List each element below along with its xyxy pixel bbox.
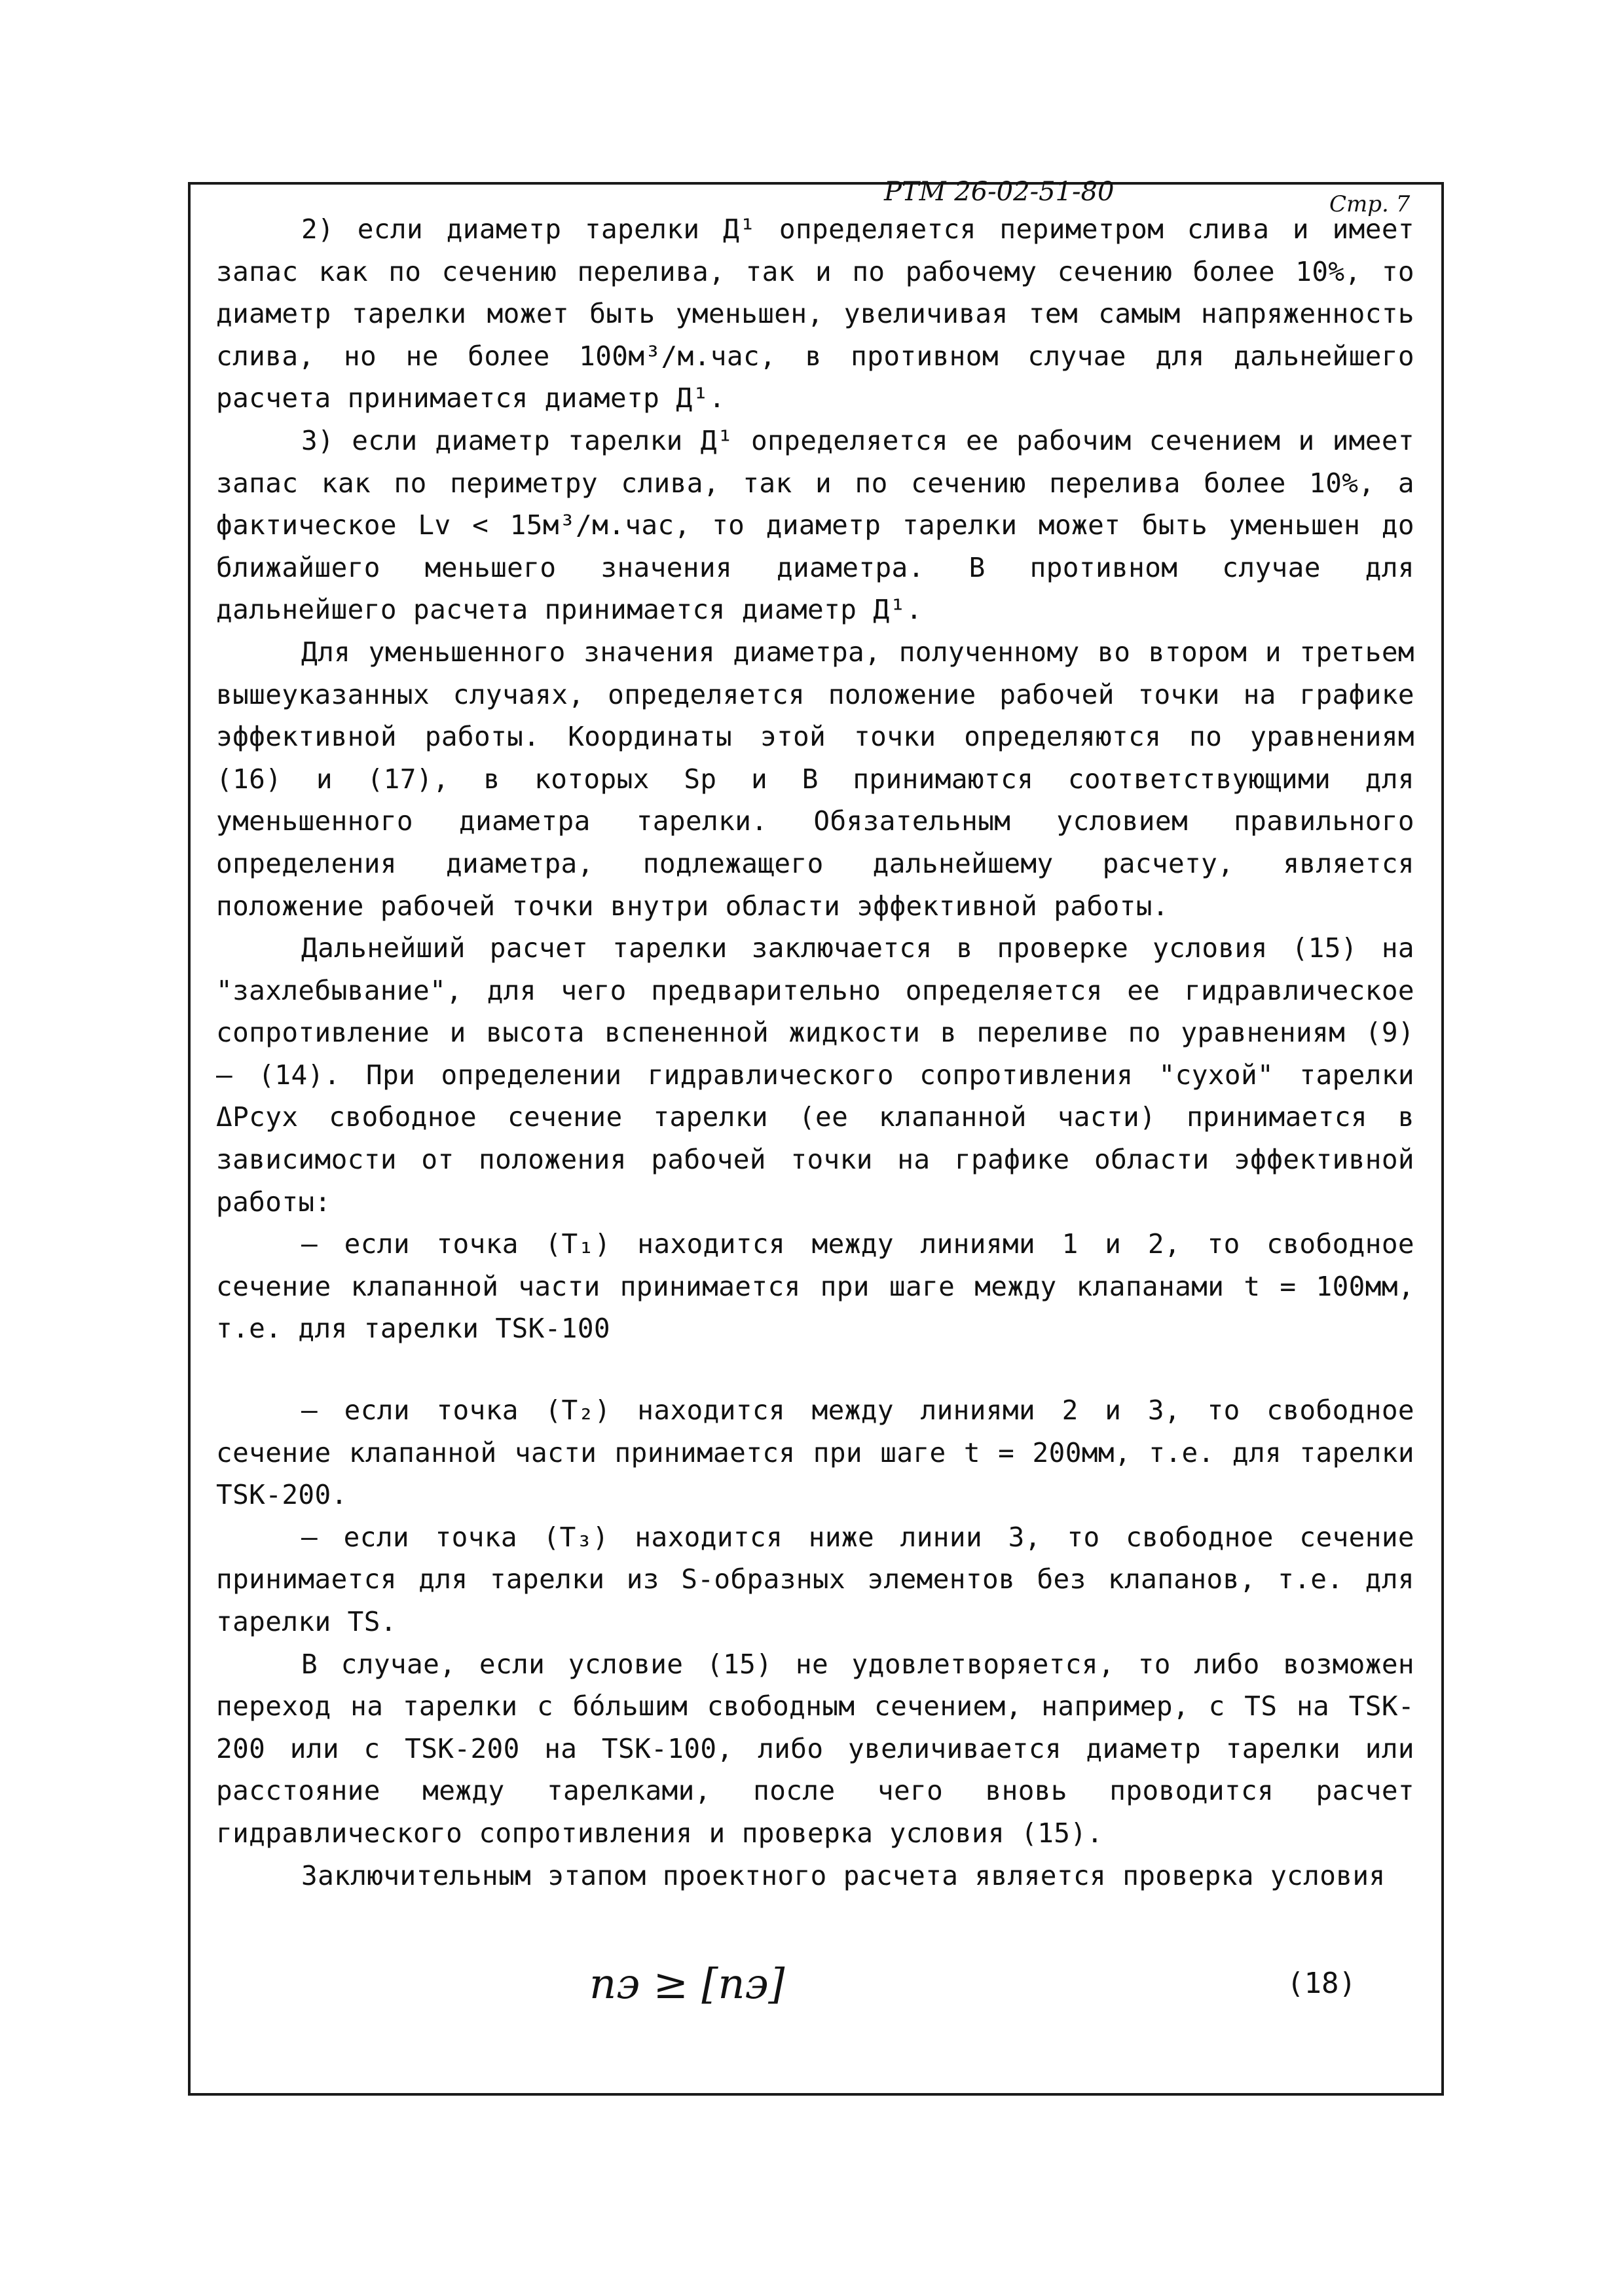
paragraph: 3) если диаметр тарелки Д¹ определяется ее рабочим сечением и имеет запас как по периметру слива, так и по сечению перелива более 10%, а фактическое Lv < 15м³/м.час, то диаметр тарелки может быть уменьшен до ближайшего меньшего значения диаметра. В противном случае для дальнейшего расчета принимается диаметр Д¹. (216, 424, 1414, 626)
paragraph: Дальнейший расчет тарелки заключается в проверке условия (15) на "захлебывание", для чего предварительно определяется ее гидравлическое сопротивление и высота вспененной жидкости в переливе по уравнениям (9) – (14). При определении гидравлического сопротивления "сухой" тарелки ΔPсух свободное сечение тарелки (ее клапанной части) принимается в зависимости от положения рабочей точки на графике области эффективной работы: (216, 932, 1414, 1218)
document-body (216, 208, 1414, 1897)
equation-number: (18) (1287, 1967, 1356, 2000)
paragraph: В случае, если условие (15) не удовлетворяется, то либо возможен переход на тарелки с бóльшим свободным сечением, например, с TS на TSK-200 или с TSK-200 на TSK-100, либо увеличивается диаметр тарелки или расстояние между тарелками, после чего вновь проводится расчет гидравлического сопротивления и проверка условия (15). (216, 1648, 1414, 1849)
equation-formula: nэ ≥ [nэ] (589, 1960, 785, 2009)
list-item: – если точка (T₁) находится между линиями 1 и 2, то свободное сечение клапанной части принимается при шаге между клапанами t = 100мм, т.е. для тарелки TSK-100 (216, 1228, 1414, 1345)
document-code: РТМ 26-02-51-80 (884, 177, 1115, 207)
list-item: – если точка (T₂) находится между линиями 2 и 3, то свободное сечение клапанной части принимается при шаге t = 200мм, т.е. для тарелки TSK-200. (216, 1394, 1414, 1511)
paragraph: Для уменьшенного значения диаметра, полученному во втором и третьем вышеуказанных случаях, определяется положение рабочей точки на графике эффективной работы. Координаты этой точки определяются по уравнениям (16) и (17), в которых Sp и B принимаются соответствующими для уменьшенного диаметра тарелки. Обязательным условием правильного определения диаметра, подлежащего дальнейшему расчету, является положение рабочей точки внутри области эффективной работы. (216, 636, 1414, 922)
paragraph: Заключительным этапом проектного расчета является проверка условия (301, 1859, 1386, 1891)
paragraph: 2) если диаметр тарелки Д¹ определяется периметром слива и имеет запас как по сечению перелива, так и по рабочему сечению более 10%, то диаметр тарелки может быть уменьшен, увеличивая тем самым напряженность слива, но не более 100м³/м.час, в противном случае для дальнейшего расчета принимается диаметр Д¹. (216, 213, 1414, 414)
list-item: – если точка (T₃) находится ниже линии 3, то свободное сечение принимается для тарелки из S-образных элементов без клапанов, т.е. для тарелки TS. (216, 1521, 1414, 1637)
page-number: Стр. 7 (1329, 191, 1411, 217)
